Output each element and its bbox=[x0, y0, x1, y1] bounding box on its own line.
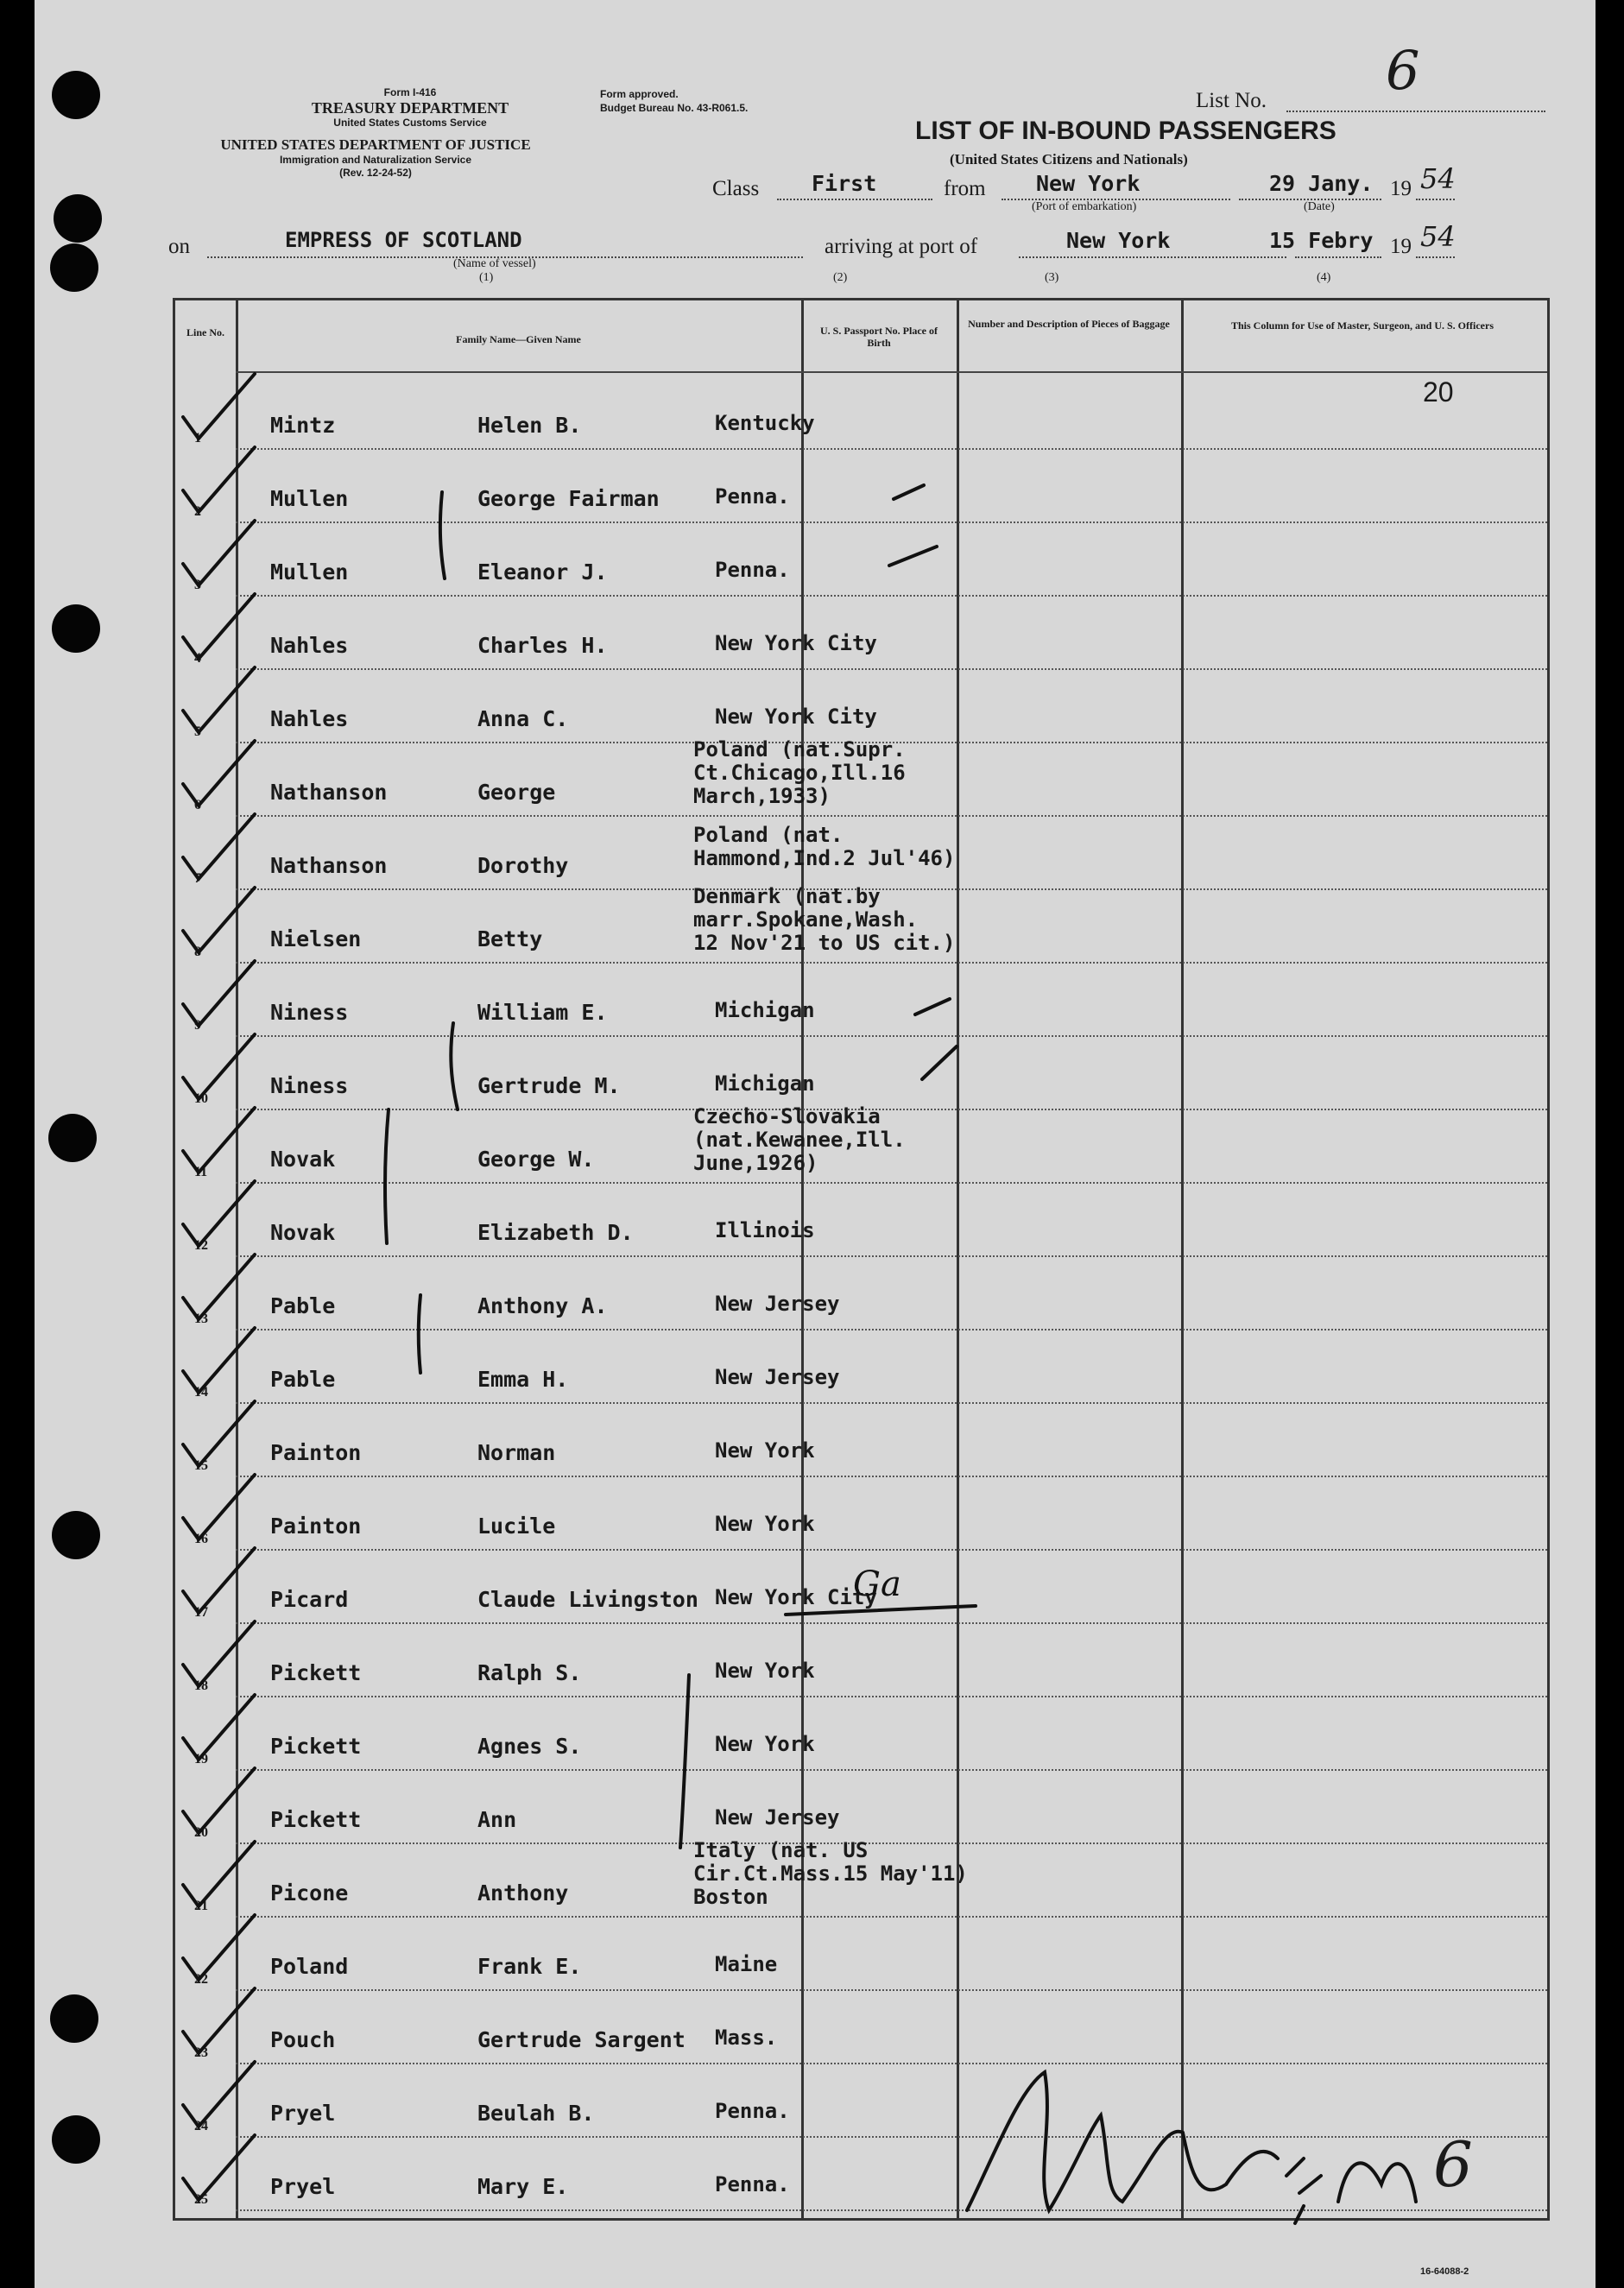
birth-line: New York City bbox=[715, 1585, 877, 1609]
line-number: 7 bbox=[194, 871, 201, 886]
binder-hole bbox=[52, 604, 100, 653]
place-of-birth bbox=[693, 738, 906, 808]
line-number: 2 bbox=[194, 504, 201, 519]
birth-line: Hammond,Ind.2 Jul'46) bbox=[693, 846, 956, 870]
family-name: Pryel bbox=[270, 2174, 336, 2199]
print-code: 16-64088-2 bbox=[1420, 2266, 1469, 2277]
place-of-birth bbox=[715, 1072, 815, 1096]
line-number: 16 bbox=[194, 1532, 208, 1546]
given-name: Anna C. bbox=[477, 706, 569, 731]
binder-hole bbox=[52, 71, 100, 119]
birth-line: Ct.Chicago,Ill.16 bbox=[693, 761, 906, 785]
officer-note: 20 bbox=[1423, 376, 1454, 408]
family-name: Nielsen bbox=[270, 926, 362, 951]
birth-line: Michigan bbox=[715, 998, 815, 1022]
binder-hole bbox=[54, 194, 102, 243]
table-row bbox=[175, 1697, 1547, 1771]
birth-line: March,1933) bbox=[693, 784, 831, 808]
table-row bbox=[175, 1104, 1547, 1184]
caption-1: (1) bbox=[479, 271, 494, 284]
birth-line: New York City bbox=[715, 705, 877, 729]
family-name: Nahles bbox=[270, 706, 349, 731]
given-name: George bbox=[477, 780, 556, 805]
table-row bbox=[175, 1838, 1547, 1918]
caption-4: (4) bbox=[1317, 271, 1331, 284]
given-name: George W. bbox=[477, 1147, 595, 1172]
place-of-birth bbox=[693, 885, 955, 955]
year-prefix-1: 19 bbox=[1390, 177, 1412, 200]
year-1: 54 bbox=[1420, 162, 1456, 195]
family-name: Mullen bbox=[270, 486, 349, 511]
birth-line: New York bbox=[715, 1438, 815, 1463]
agency-justice: UNITED STATES DEPARTMENT OF JUSTICE bbox=[220, 136, 531, 153]
place-of-birth bbox=[693, 1839, 968, 1909]
line-number: 4 bbox=[194, 651, 201, 666]
table-row bbox=[175, 597, 1547, 670]
signature-number: 6 bbox=[1433, 2128, 1473, 2201]
binder-hole bbox=[50, 243, 98, 292]
table-row bbox=[175, 1991, 1547, 2064]
family-name: Pickett bbox=[270, 1660, 362, 1685]
year-2: 54 bbox=[1420, 220, 1456, 253]
page-title: LIST OF IN-BOUND PASSENGERS bbox=[915, 117, 1336, 145]
birth-line: Penna. bbox=[715, 484, 790, 509]
birth-line: Cir.Ct.Mass.15 May'11) bbox=[693, 1861, 968, 1886]
given-name: Frank E. bbox=[477, 1954, 582, 1979]
given-name: Anthony A. bbox=[477, 1293, 608, 1318]
birth-line: Michigan bbox=[715, 1071, 815, 1096]
family-name: Pickett bbox=[270, 1807, 362, 1832]
table-row bbox=[175, 523, 1547, 597]
table-row bbox=[175, 1037, 1547, 1110]
birth-line: marr.Spokane,Wash. bbox=[693, 907, 919, 932]
list-no-label: List No. bbox=[1196, 89, 1267, 112]
binder-hole bbox=[52, 1511, 100, 1559]
family-name: Nathanson bbox=[270, 780, 388, 805]
birth-line: New Jersey bbox=[715, 1365, 840, 1389]
arriving-label: arriving at port of bbox=[825, 235, 978, 258]
birth-line: Denmark (nat.by bbox=[693, 884, 881, 908]
binder-hole bbox=[50, 1994, 98, 2043]
class-value: First bbox=[812, 171, 877, 196]
table-row bbox=[175, 376, 1547, 450]
family-name: Novak bbox=[270, 1147, 336, 1172]
table-row bbox=[175, 1257, 1547, 1330]
given-name: Norman bbox=[477, 1440, 556, 1465]
birth-line: Illinois bbox=[715, 1218, 815, 1242]
place-of-birth bbox=[715, 1439, 815, 1463]
given-name: Dorothy bbox=[477, 853, 569, 878]
given-name: Mary E. bbox=[477, 2174, 569, 2199]
binder-hole bbox=[48, 1114, 97, 1162]
place-of-birth bbox=[715, 1806, 840, 1830]
family-name: Nahles bbox=[270, 633, 349, 658]
page-subtitle: (United States Citizens and Nationals) bbox=[950, 151, 1188, 167]
given-name: Gertrude M. bbox=[477, 1073, 621, 1098]
given-name: Claude Livingston bbox=[477, 1587, 698, 1612]
table-row bbox=[175, 817, 1547, 890]
birth-line: Italy (nat. US bbox=[693, 1838, 869, 1862]
table-row bbox=[175, 884, 1547, 964]
given-name: Emma H. bbox=[477, 1367, 569, 1392]
table-row bbox=[175, 2138, 1547, 2211]
agency-ins: Immigration and Naturalization Service bbox=[279, 154, 472, 166]
document-page bbox=[35, 0, 1596, 2288]
line-number: 14 bbox=[194, 1385, 208, 1400]
line-number: 12 bbox=[194, 1238, 208, 1253]
line-number: 25 bbox=[194, 2192, 208, 2207]
header-baggage: Number and Description of Pieces of Baggage bbox=[968, 318, 1170, 330]
line-number: 11 bbox=[194, 1165, 208, 1179]
passenger-table bbox=[173, 298, 1550, 2221]
vessel-caption: (Name of vessel) bbox=[453, 257, 536, 270]
birth-line: New York bbox=[715, 1659, 815, 1683]
place-of-birth bbox=[715, 999, 815, 1022]
table-row bbox=[175, 1624, 1547, 1697]
family-name: Pryel bbox=[270, 2101, 336, 2126]
birth-line: Czecho-Slovakia bbox=[693, 1104, 881, 1128]
family-name: Pickett bbox=[270, 1734, 362, 1759]
family-name: Novak bbox=[270, 1220, 336, 1245]
table-row bbox=[175, 1477, 1547, 1551]
place-of-birth bbox=[715, 1513, 815, 1536]
table-row bbox=[175, 1330, 1547, 1404]
birth-line: Maine bbox=[715, 1952, 778, 1976]
family-name: Nathanson bbox=[270, 853, 388, 878]
table-row bbox=[175, 2064, 1547, 2138]
class-label: Class bbox=[712, 177, 760, 200]
given-name: Ann bbox=[477, 1807, 517, 1832]
birthplace-correction: Ga bbox=[853, 1564, 901, 1604]
family-name: Picone bbox=[270, 1880, 349, 1906]
line-number: 1 bbox=[194, 431, 201, 446]
family-name: Niness bbox=[270, 1000, 349, 1025]
family-name: Mullen bbox=[270, 559, 349, 585]
line-number: 23 bbox=[194, 2045, 208, 2060]
line-number: 21 bbox=[194, 1899, 208, 1913]
vessel-name: EMPRESS OF SCOTLAND bbox=[285, 228, 522, 252]
line-number: 3 bbox=[194, 578, 201, 592]
table-row bbox=[175, 1918, 1547, 1991]
place-of-birth bbox=[715, 485, 790, 509]
place-of-birth bbox=[715, 1293, 840, 1316]
family-name: Pable bbox=[270, 1367, 336, 1392]
header-line-no: Line No. bbox=[186, 326, 224, 338]
given-name: Elizabeth D. bbox=[477, 1220, 634, 1245]
table-row bbox=[175, 1771, 1547, 1844]
birth-line: Penna. bbox=[715, 2099, 790, 2123]
given-name: Betty bbox=[477, 926, 543, 951]
line-number: 15 bbox=[194, 1458, 208, 1473]
binder-hole bbox=[52, 2115, 100, 2164]
table-row bbox=[175, 964, 1547, 1037]
place-of-birth bbox=[715, 1733, 815, 1756]
budget-bureau: Budget Bureau No. 43-R061.5. bbox=[600, 102, 749, 114]
given-name: Beulah B. bbox=[477, 2101, 595, 2126]
place-of-birth bbox=[715, 412, 815, 435]
place-of-birth bbox=[715, 1219, 815, 1242]
table-row bbox=[175, 1404, 1547, 1477]
on-label: on bbox=[168, 235, 190, 258]
form-number: Form I-416 bbox=[383, 86, 437, 98]
table-row bbox=[175, 450, 1547, 523]
birth-line: New York bbox=[715, 1512, 815, 1536]
given-name: Lucile bbox=[477, 1514, 556, 1539]
family-name: Pable bbox=[270, 1293, 336, 1318]
given-name: Agnes S. bbox=[477, 1734, 582, 1759]
given-name: Ralph S. bbox=[477, 1660, 582, 1685]
header-name: Family Name—Given Name bbox=[456, 333, 581, 345]
birth-line: New Jersey bbox=[715, 1805, 840, 1830]
place-of-birth bbox=[693, 824, 955, 870]
birth-line: June,1926) bbox=[693, 1151, 818, 1175]
from-label: from bbox=[944, 177, 986, 200]
line-number: 8 bbox=[194, 945, 201, 959]
line-number: 9 bbox=[194, 1018, 201, 1033]
arrival-date: 15 Febry bbox=[1269, 228, 1374, 253]
date-caption: (Date) bbox=[1304, 200, 1335, 213]
place-of-birth bbox=[693, 1105, 906, 1175]
birth-line: 12 Nov'21 to US cit.) bbox=[693, 931, 956, 955]
table-row bbox=[175, 670, 1547, 743]
place-of-birth bbox=[715, 1366, 840, 1389]
revision-date: (Rev. 12-24-52) bbox=[339, 167, 412, 179]
caption-2: (2) bbox=[833, 271, 848, 284]
port-caption: (Port of embarkation) bbox=[1032, 200, 1137, 213]
place-of-birth bbox=[715, 2100, 790, 2123]
given-name: Helen B. bbox=[477, 413, 582, 438]
family-name: Pouch bbox=[270, 2027, 336, 2052]
line-number: 24 bbox=[194, 2119, 208, 2133]
table-row bbox=[175, 1184, 1547, 1257]
birth-line: Poland (nat.Supr. bbox=[693, 737, 906, 762]
birth-line: (nat.Kewanee,Ill. bbox=[693, 1128, 906, 1152]
given-name: Anthony bbox=[477, 1880, 569, 1906]
given-name: George Fairman bbox=[477, 486, 660, 511]
place-of-birth bbox=[715, 1659, 815, 1683]
agency-treasury: TREASURY DEPARTMENT bbox=[311, 99, 509, 117]
birth-line: Boston bbox=[693, 1885, 768, 1909]
caption-3: (3) bbox=[1045, 271, 1059, 284]
line-number: 10 bbox=[194, 1091, 208, 1106]
birth-line: New York City bbox=[715, 631, 877, 655]
place-of-birth bbox=[715, 559, 790, 582]
place-of-birth bbox=[715, 1953, 777, 1976]
birth-line: Mass. bbox=[715, 2026, 778, 2050]
family-name: Picard bbox=[270, 1587, 349, 1612]
birth-line: New York bbox=[715, 1732, 815, 1756]
given-name: William E. bbox=[477, 1000, 608, 1025]
given-name: Eleanor J. bbox=[477, 559, 608, 585]
birth-line: Penna. bbox=[715, 2172, 790, 2196]
embarkation-port: New York bbox=[1036, 171, 1141, 196]
table-row bbox=[175, 1551, 1547, 1624]
place-of-birth bbox=[715, 1586, 877, 1609]
given-name: Gertrude Sargent bbox=[477, 2027, 686, 2052]
line-number: 19 bbox=[194, 1752, 208, 1767]
list-no-value: 6 bbox=[1386, 39, 1420, 102]
form-approved: Form approved. bbox=[600, 88, 679, 100]
header-officers: This Column for Use of Master, Surgeon, and U. S. Officers bbox=[1230, 319, 1494, 332]
place-of-birth bbox=[715, 2173, 790, 2196]
place-of-birth bbox=[715, 2026, 777, 2050]
line-number: 5 bbox=[194, 724, 201, 739]
line-number: 20 bbox=[194, 1825, 208, 1840]
embarkation-date: 29 Jany. bbox=[1269, 171, 1374, 196]
birth-line: New Jersey bbox=[715, 1292, 840, 1316]
line-number: 13 bbox=[194, 1311, 208, 1326]
arrival-port: New York bbox=[1066, 228, 1171, 253]
family-name: Painton bbox=[270, 1514, 362, 1539]
family-name: Painton bbox=[270, 1440, 362, 1465]
birth-line: Penna. bbox=[715, 558, 790, 582]
birth-line: Poland (nat. bbox=[693, 823, 844, 847]
birth-line: Kentucky bbox=[715, 411, 815, 435]
line-number: 18 bbox=[194, 1678, 208, 1693]
place-of-birth bbox=[715, 632, 877, 655]
family-name: Poland bbox=[270, 1954, 349, 1979]
line-number: 6 bbox=[194, 798, 201, 812]
family-name: Mintz bbox=[270, 413, 336, 438]
line-number: 22 bbox=[194, 1972, 208, 1987]
place-of-birth bbox=[715, 705, 877, 729]
given-name: Charles H. bbox=[477, 633, 608, 658]
table-row bbox=[175, 737, 1547, 817]
family-name: Niness bbox=[270, 1073, 349, 1098]
year-prefix-2: 19 bbox=[1390, 235, 1412, 258]
agency-customs: United States Customs Service bbox=[333, 117, 487, 129]
header-passport: U. S. Passport No. Place of Birth bbox=[820, 325, 938, 349]
line-number: 17 bbox=[194, 1605, 208, 1620]
